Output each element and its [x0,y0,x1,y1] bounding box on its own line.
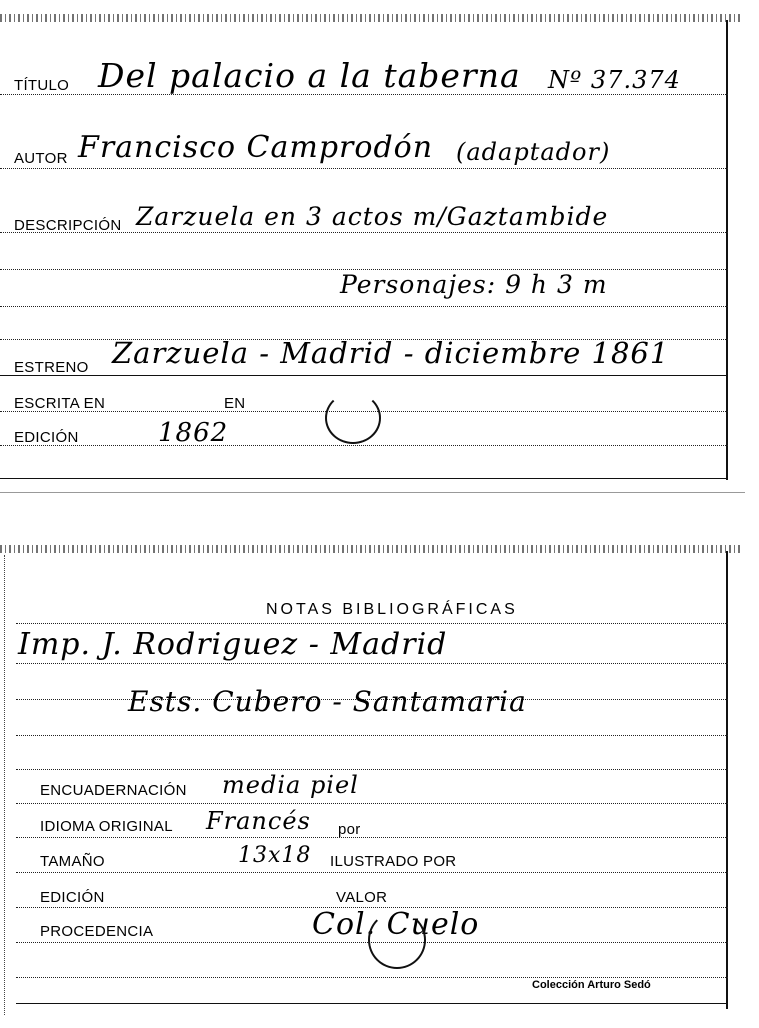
procedencia-value: Col. Cuelo [312,907,480,942]
edicion-value: 1862 [158,418,229,448]
collection-credit: Colección Arturo Sedó [532,979,651,991]
ilustrado-label: ILUSTRADO POR [330,853,457,870]
en-label: EN [224,395,246,412]
idioma-label: IDIOMA ORIGINAL [40,818,173,835]
escrita-en-label: ESCRITA EN [14,395,106,412]
rule-line [16,872,728,873]
card-torn-edge [0,14,740,22]
autor-label: AUTOR [14,150,68,167]
notas-heading: NOTAS BIBLIOGRÁFICAS [266,601,518,618]
rule-line [0,478,728,479]
estampas-value: Ests. Cubero - Santamaria [128,685,527,718]
rule-line [16,623,728,624]
encuadernacion-label: ENCUADERNACIÓN [40,782,187,799]
rule-line [16,837,728,838]
estreno-value: Zarzuela - Madrid - diciembre 1861 [112,336,670,370]
personajes-value: Personajes: 9 h 3 m [340,270,608,299]
catalog-card-front [0,14,740,486]
rule-line [16,663,728,664]
rule-line [0,375,728,376]
estreno-label: ESTRENO [14,359,89,376]
rule-line [0,445,728,446]
descripcion-label: DESCRIPCIÓN [14,217,122,234]
valor-label: VALOR [336,889,388,906]
author-value: Francisco Camprodón [78,130,434,165]
encuadernacion-value: media piel [222,771,359,799]
rule-line [16,1003,728,1004]
description-value: Zarzuela en 3 actos m/Gaztambide [136,202,609,231]
rule-line [16,769,728,770]
card-torn-edge [0,545,740,553]
rule-line [16,803,728,804]
rule-line [16,735,728,736]
procedencia-label: PROCEDENCIA [40,923,154,940]
catalog-number: Nº 37.374 [548,66,681,94]
punch-hole [368,911,426,969]
tamano-value: 13x18 [238,843,312,868]
edicion-label-2: EDICIÓN [40,889,105,906]
title-value: Del palacio a la taberna [98,56,521,95]
titulo-label: TÍTULO [14,77,70,94]
idioma-value: Francés [206,807,311,835]
rule-line [0,306,728,307]
author-note: (adaptador) [456,138,611,166]
catalog-card-back [0,545,740,1015]
rule-line [0,168,728,169]
edicion-label: EDICIÓN [14,429,79,446]
scan-divider [0,492,745,493]
card-right-border [726,551,728,1009]
punch-hole [325,392,381,444]
tamano-label: TAMAÑO [40,853,105,870]
card-left-border [4,555,5,1015]
rule-line [16,977,728,978]
por-label: por [338,821,361,838]
imprenta-value: Imp. J. Rodriguez - Madrid [18,627,448,662]
